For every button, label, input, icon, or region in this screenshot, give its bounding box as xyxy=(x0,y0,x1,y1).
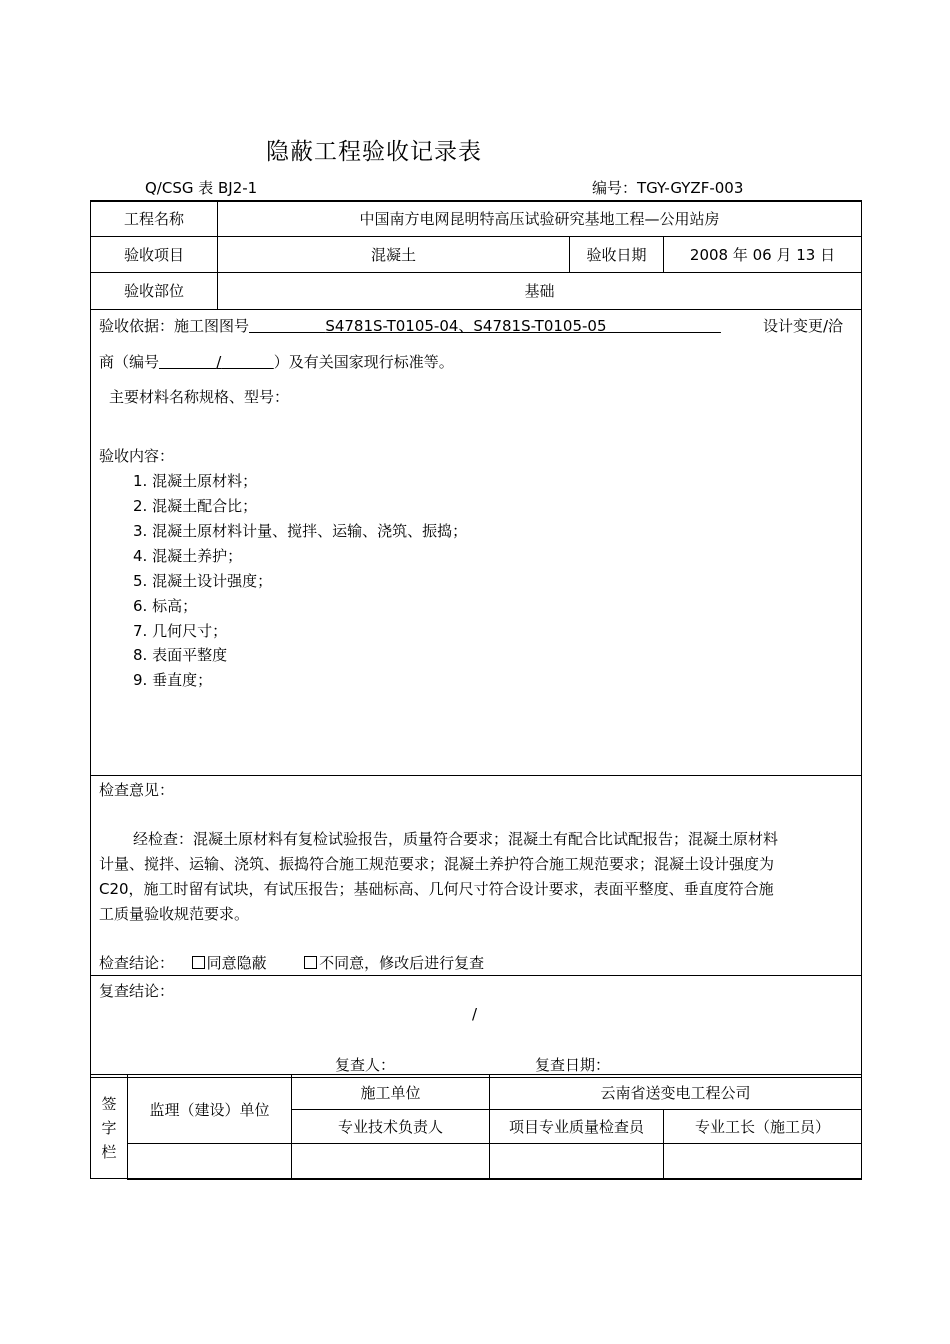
foreman-label: 专业工长（施工员） xyxy=(664,1110,862,1144)
opinion-line: C20，施工时留有试块，有试压报告；基础标高、几何尺寸符合设计要求，表面平整度、垂直度符合施 xyxy=(99,879,774,898)
inspection-date-label: 验收日期 xyxy=(570,236,664,272)
conclusion-label: 检查结论： xyxy=(99,953,175,972)
opinion-line: 工质量验收规范要求。 xyxy=(99,904,250,923)
content-item: 4. 混凝土养护； xyxy=(133,546,243,565)
signature-side-label: 签 字 栏 xyxy=(91,1075,128,1179)
signature-table xyxy=(90,1074,862,1180)
inspection-location-value: 基础 xyxy=(218,272,862,309)
content-item: 7. 几何尺寸； xyxy=(133,621,228,640)
record-table xyxy=(90,200,862,1078)
foreman-signature-cell[interactable] xyxy=(664,1144,862,1179)
serial-number: 编号：TGY-GYZF-003 xyxy=(592,179,744,197)
inspection-item-value: 混凝土 xyxy=(218,236,570,272)
agree-checkbox[interactable]: 同意隐蔽 xyxy=(192,954,267,972)
basis-line2-suffix: ）及有关国家现行标准等。 xyxy=(273,352,454,371)
materials-label: 主要材料名称规格、型号： xyxy=(109,387,290,406)
opinion-heading: 检查意见： xyxy=(99,780,175,799)
basis-suffix: 设计变更/洽 xyxy=(763,316,844,335)
opinion-section xyxy=(91,776,861,975)
drawing-number: S4781S-T0105-04、S4781S-T0105-05 xyxy=(325,316,607,335)
project-name-label: 工程名称 xyxy=(91,201,218,236)
inspection-item-label: 验收项目 xyxy=(91,236,218,272)
content-item: 9. 垂直度； xyxy=(133,670,213,689)
construction-unit-value: 云南省送变电工程公司 xyxy=(490,1075,862,1110)
disagree-checkbox[interactable]: 不同意，修改后进行复查 xyxy=(304,954,484,972)
change-number: / xyxy=(216,352,222,371)
tech-lead-signature-cell[interactable] xyxy=(292,1144,490,1179)
checkbox-icon xyxy=(304,956,317,969)
construction-unit-label: 施工单位 xyxy=(292,1075,490,1110)
content-item: 5. 混凝土设计强度； xyxy=(133,571,273,590)
checkbox-icon xyxy=(192,956,205,969)
page-title: 隐蔽工程验收记录表 xyxy=(266,139,482,165)
supervisor-signature-cell[interactable] xyxy=(128,1144,292,1179)
inspection-date-value: 2008 年 06 月 13 日 xyxy=(664,236,862,272)
tech-lead-label: 专业技术负责人 xyxy=(292,1110,490,1144)
project-name-value: 中国南方电网昆明特高压试验研究基地工程—公用站房 xyxy=(218,201,862,236)
recheck-label: 复查结论： xyxy=(99,981,175,1000)
basis-line2-prefix: 商（编号 xyxy=(99,352,160,371)
supervisor-unit-label: 监理（建设）单位 xyxy=(128,1075,292,1144)
opinion-line: 经检查：混凝土原材料有复检试验报告，质量符合要求；混凝土有配合比试配报告；混凝土原材料 xyxy=(133,829,779,848)
opinion-line: 计量、搅拌、运输、浇筑、振捣符合施工规范要求；混凝土养护符合施工规范要求；混凝土设计强度为 xyxy=(99,854,775,873)
quality-inspector-label: 项目专业质量检查员 xyxy=(490,1110,664,1144)
recheck-date-label: 复查日期： xyxy=(535,1055,611,1074)
content-item: 3. 混凝土原材料计量、搅拌、运输、浇筑、振捣； xyxy=(133,521,468,540)
content-item: 6. 标高； xyxy=(133,596,198,615)
content-item: 1. 混凝土原材料； xyxy=(133,471,258,490)
content-item: 2. 混凝土配合比； xyxy=(133,496,258,515)
recheck-value: / xyxy=(472,1004,478,1023)
recheck-person-label: 复查人： xyxy=(335,1055,396,1074)
content-item: 8. 表面平整度 xyxy=(133,645,228,664)
quality-inspector-signature-cell[interactable] xyxy=(490,1144,664,1179)
content-heading: 验收内容： xyxy=(99,446,175,465)
form-code: Q/CSG 表 BJ2-1 xyxy=(145,179,258,197)
basis-prefix: 验收依据：施工图图号 xyxy=(99,316,250,335)
basis-content-section xyxy=(91,310,861,775)
recheck-section xyxy=(91,976,861,1077)
inspection-location-label: 验收部位 xyxy=(91,272,218,309)
